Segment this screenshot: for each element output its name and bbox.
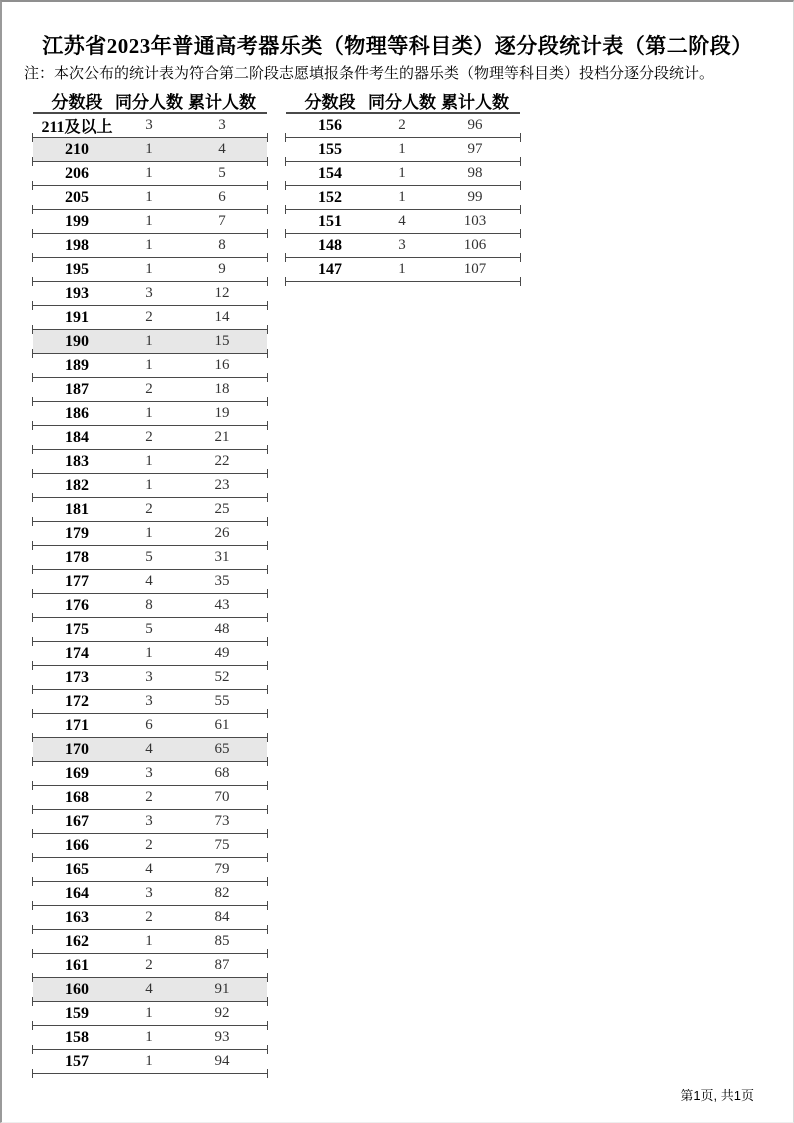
score-range-cell: 166 — [65, 836, 89, 854]
same-score-count-cell: 2 — [145, 789, 153, 805]
score-range-cell: 171 — [65, 716, 89, 734]
table-row — [33, 306, 267, 330]
cumulative-count-cell: 94 — [214, 1053, 230, 1069]
score-range-cell: 173 — [65, 668, 89, 686]
score-range-cell: 170 — [65, 740, 89, 758]
cumulative-count-cell: 99 — [467, 189, 483, 205]
table-row — [33, 690, 267, 714]
score-range-cell: 160 — [65, 980, 89, 998]
table-row — [33, 210, 267, 234]
cumulative-count-cell: 48 — [214, 621, 230, 637]
score-range-cell: 182 — [65, 476, 89, 494]
score-range-cell: 186 — [65, 404, 89, 422]
table-header-row — [286, 89, 520, 114]
same-score-count-cell: 1 — [145, 453, 153, 469]
same-score-count-cell: 4 — [145, 861, 153, 877]
score-range-cell: 211及以上 — [41, 119, 113, 136]
cumulative-count-cell: 4 — [218, 141, 226, 157]
cumulative-count-cell: 52 — [214, 669, 230, 685]
score-range-cell: 156 — [318, 116, 342, 134]
cumulative-count-cell: 26 — [214, 525, 230, 541]
table-row — [33, 810, 267, 834]
table-row — [286, 138, 520, 162]
cumulative-count-cell: 15 — [214, 333, 230, 349]
score-range-cell: 205 — [65, 188, 89, 206]
score-range-cell: 162 — [65, 932, 89, 950]
cumulative-count-cell: 103 — [463, 213, 487, 229]
cumulative-count-cell: 70 — [214, 789, 230, 805]
table-row — [33, 738, 267, 762]
cumulative-count-cell: 85 — [214, 933, 230, 949]
table-row — [33, 1050, 267, 1074]
same-score-count-cell: 1 — [145, 933, 153, 949]
table-row — [286, 162, 520, 186]
header-score-range: 分数段 — [304, 93, 356, 112]
score-range-cell: 195 — [65, 260, 89, 278]
cumulative-count-cell: 61 — [214, 717, 230, 733]
same-score-count-cell: 4 — [145, 981, 153, 997]
table-row — [33, 186, 267, 210]
table-row — [33, 234, 267, 258]
table-row — [33, 114, 267, 138]
table-row — [33, 594, 267, 618]
same-score-count-cell: 1 — [145, 141, 153, 157]
table-row — [33, 666, 267, 690]
cumulative-count-cell: 107 — [463, 261, 487, 277]
table-row — [33, 378, 267, 402]
score-range-cell: 178 — [65, 548, 89, 566]
same-score-count-cell: 3 — [145, 813, 153, 829]
same-score-count-cell: 5 — [145, 621, 153, 637]
same-score-count-cell: 2 — [145, 909, 153, 925]
cumulative-count-cell: 82 — [214, 885, 230, 901]
table-row — [33, 906, 267, 930]
same-score-count-cell: 4 — [398, 213, 406, 229]
score-range-cell: 175 — [65, 620, 89, 638]
cumulative-count-cell: 25 — [214, 501, 230, 517]
same-score-count-cell: 2 — [145, 429, 153, 445]
table-row — [286, 186, 520, 210]
same-score-count-cell: 4 — [145, 573, 153, 589]
score-table-right — [286, 89, 520, 282]
table-row — [33, 618, 267, 642]
same-score-count-cell: 1 — [145, 213, 153, 229]
score-range-cell: 190 — [65, 332, 89, 350]
table-row — [33, 258, 267, 282]
cumulative-count-cell: 18 — [214, 381, 230, 397]
cumulative-count-cell: 68 — [214, 765, 230, 781]
cumulative-count-cell: 106 — [463, 237, 487, 253]
score-range-cell: 181 — [65, 500, 89, 518]
cumulative-count-cell: 22 — [214, 453, 230, 469]
cumulative-count-cell: 92 — [214, 1005, 230, 1021]
cumulative-count-cell: 14 — [214, 309, 230, 325]
same-score-count-cell: 1 — [398, 261, 406, 277]
same-score-count-cell: 1 — [145, 477, 153, 493]
same-score-count-cell: 1 — [398, 189, 406, 205]
cumulative-count-cell: 84 — [214, 909, 230, 925]
score-table-left — [33, 89, 267, 1074]
score-range-cell: 163 — [65, 908, 89, 926]
page-title: 江苏省2023年普通高考器乐类（物理等科目类）逐分段统计表（第二阶段） — [42, 34, 753, 58]
table-row — [33, 426, 267, 450]
table-row — [286, 258, 520, 282]
table-row — [33, 522, 267, 546]
same-score-count-cell: 1 — [145, 261, 153, 277]
same-score-count-cell: 3 — [145, 693, 153, 709]
score-range-cell: 151 — [318, 212, 342, 230]
score-range-cell: 167 — [65, 812, 89, 830]
score-range-cell: 169 — [65, 764, 89, 782]
table-row — [33, 570, 267, 594]
table-row — [33, 1026, 267, 1050]
table-row — [33, 714, 267, 738]
cumulative-count-cell: 5 — [218, 165, 226, 181]
table-row — [33, 450, 267, 474]
table-row — [33, 978, 267, 1002]
same-score-count-cell: 1 — [398, 165, 406, 181]
table-row — [33, 642, 267, 666]
same-score-count-cell: 2 — [145, 309, 153, 325]
score-range-cell: 158 — [65, 1028, 89, 1046]
cumulative-count-cell: 16 — [214, 357, 230, 373]
score-range-cell: 179 — [65, 524, 89, 542]
score-range-cell: 159 — [65, 1004, 89, 1022]
same-score-count-cell: 5 — [145, 549, 153, 565]
same-score-count-cell: 1 — [145, 357, 153, 373]
score-range-cell: 152 — [318, 188, 342, 206]
score-range-cell: 165 — [65, 860, 89, 878]
cumulative-count-cell: 19 — [214, 405, 230, 421]
table-row — [33, 138, 267, 162]
same-score-count-cell: 8 — [145, 597, 153, 613]
table-row — [33, 834, 267, 858]
table-row — [286, 234, 520, 258]
score-range-cell: 198 — [65, 236, 89, 254]
table-row — [33, 354, 267, 378]
same-score-count-cell: 1 — [145, 237, 153, 253]
score-range-cell: 154 — [318, 164, 342, 182]
score-range-cell: 174 — [65, 644, 89, 662]
table-row — [33, 330, 267, 354]
same-score-count-cell: 2 — [145, 501, 153, 517]
same-score-count-cell: 3 — [145, 765, 153, 781]
score-range-cell: 157 — [65, 1052, 89, 1070]
same-score-count-cell: 1 — [145, 405, 153, 421]
score-range-cell: 161 — [65, 956, 89, 974]
score-range-cell: 199 — [65, 212, 89, 230]
table-row — [33, 474, 267, 498]
cumulative-count-cell: 75 — [214, 837, 230, 853]
table-row — [286, 114, 520, 138]
score-range-cell: 193 — [65, 284, 89, 302]
cumulative-count-cell: 97 — [467, 141, 483, 157]
page-number-label: 第1页, 共1页 — [680, 1088, 754, 1103]
table-row — [33, 546, 267, 570]
header-same-score-count: 同分人数 — [115, 93, 183, 112]
header-score-range: 分数段 — [51, 93, 103, 112]
cumulative-count-cell: 12 — [214, 285, 230, 301]
same-score-count-cell: 4 — [145, 741, 153, 757]
header-cumulative-count: 累计人数 — [441, 93, 509, 112]
same-score-count-cell: 3 — [398, 237, 406, 253]
header-same-score-count: 同分人数 — [368, 93, 436, 112]
cumulative-count-cell: 98 — [467, 165, 483, 181]
table-row — [33, 954, 267, 978]
table-row — [33, 762, 267, 786]
table-row — [33, 162, 267, 186]
same-score-count-cell: 3 — [145, 117, 153, 133]
score-range-cell: 147 — [318, 260, 342, 278]
table-row — [33, 786, 267, 810]
table-row — [33, 930, 267, 954]
same-score-count-cell: 1 — [145, 525, 153, 541]
cumulative-count-cell: 49 — [214, 645, 230, 661]
score-range-cell: 187 — [65, 380, 89, 398]
score-range-cell: 210 — [65, 140, 89, 158]
same-score-count-cell: 1 — [145, 189, 153, 205]
cumulative-count-cell: 9 — [218, 261, 226, 277]
cumulative-count-cell: 87 — [214, 957, 230, 973]
same-score-count-cell: 1 — [145, 1005, 153, 1021]
same-score-count-cell: 1 — [145, 1053, 153, 1069]
score-range-cell: 184 — [65, 428, 89, 446]
score-range-cell: 183 — [65, 452, 89, 470]
same-score-count-cell: 2 — [145, 957, 153, 973]
same-score-count-cell: 2 — [398, 117, 406, 133]
score-range-cell: 176 — [65, 596, 89, 614]
cumulative-count-cell: 8 — [218, 237, 226, 253]
table-header-row — [33, 89, 267, 114]
same-score-count-cell: 1 — [145, 333, 153, 349]
cumulative-count-cell: 96 — [467, 117, 483, 133]
same-score-count-cell: 3 — [145, 885, 153, 901]
cumulative-count-cell: 91 — [214, 981, 230, 997]
score-range-cell: 148 — [318, 236, 342, 254]
cumulative-count-cell: 35 — [214, 573, 230, 589]
cumulative-count-cell: 55 — [214, 693, 230, 709]
table-row — [286, 210, 520, 234]
table-row — [33, 882, 267, 906]
cumulative-count-cell: 21 — [214, 429, 230, 445]
score-range-cell: 189 — [65, 356, 89, 374]
same-score-count-cell: 6 — [145, 717, 153, 733]
score-range-cell: 177 — [65, 572, 89, 590]
same-score-count-cell: 1 — [145, 1029, 153, 1045]
table-row — [33, 282, 267, 306]
table-row — [33, 1002, 267, 1026]
cumulative-count-cell: 43 — [214, 597, 230, 613]
note-text: 注：本次公布的统计表为符合第二阶段志愿填报条件考生的器乐类（物理等科目类）投档分逐分段统计。 — [24, 66, 715, 82]
cumulative-count-cell: 3 — [218, 117, 226, 133]
cumulative-count-cell: 93 — [214, 1029, 230, 1045]
header-cumulative-count: 累计人数 — [188, 93, 256, 112]
same-score-count-cell: 3 — [145, 669, 153, 685]
cumulative-count-cell: 65 — [214, 741, 230, 757]
score-range-cell: 164 — [65, 884, 89, 902]
cumulative-count-cell: 31 — [214, 549, 230, 565]
cumulative-count-cell: 73 — [214, 813, 230, 829]
same-score-count-cell: 1 — [145, 165, 153, 181]
score-range-cell: 172 — [65, 692, 89, 710]
same-score-count-cell: 1 — [145, 645, 153, 661]
table-row — [33, 402, 267, 426]
cumulative-count-cell: 7 — [218, 213, 226, 229]
score-range-cell: 206 — [65, 164, 89, 182]
same-score-count-cell: 2 — [145, 837, 153, 853]
cumulative-count-cell: 23 — [214, 477, 230, 493]
cumulative-count-cell: 6 — [218, 189, 226, 205]
score-range-cell: 155 — [318, 140, 342, 158]
same-score-count-cell: 3 — [145, 285, 153, 301]
same-score-count-cell: 2 — [145, 381, 153, 397]
table-row — [33, 498, 267, 522]
score-range-cell: 191 — [65, 308, 89, 326]
cumulative-count-cell: 79 — [214, 861, 230, 877]
same-score-count-cell: 1 — [398, 141, 406, 157]
table-row — [33, 858, 267, 882]
score-range-cell: 168 — [65, 788, 89, 806]
